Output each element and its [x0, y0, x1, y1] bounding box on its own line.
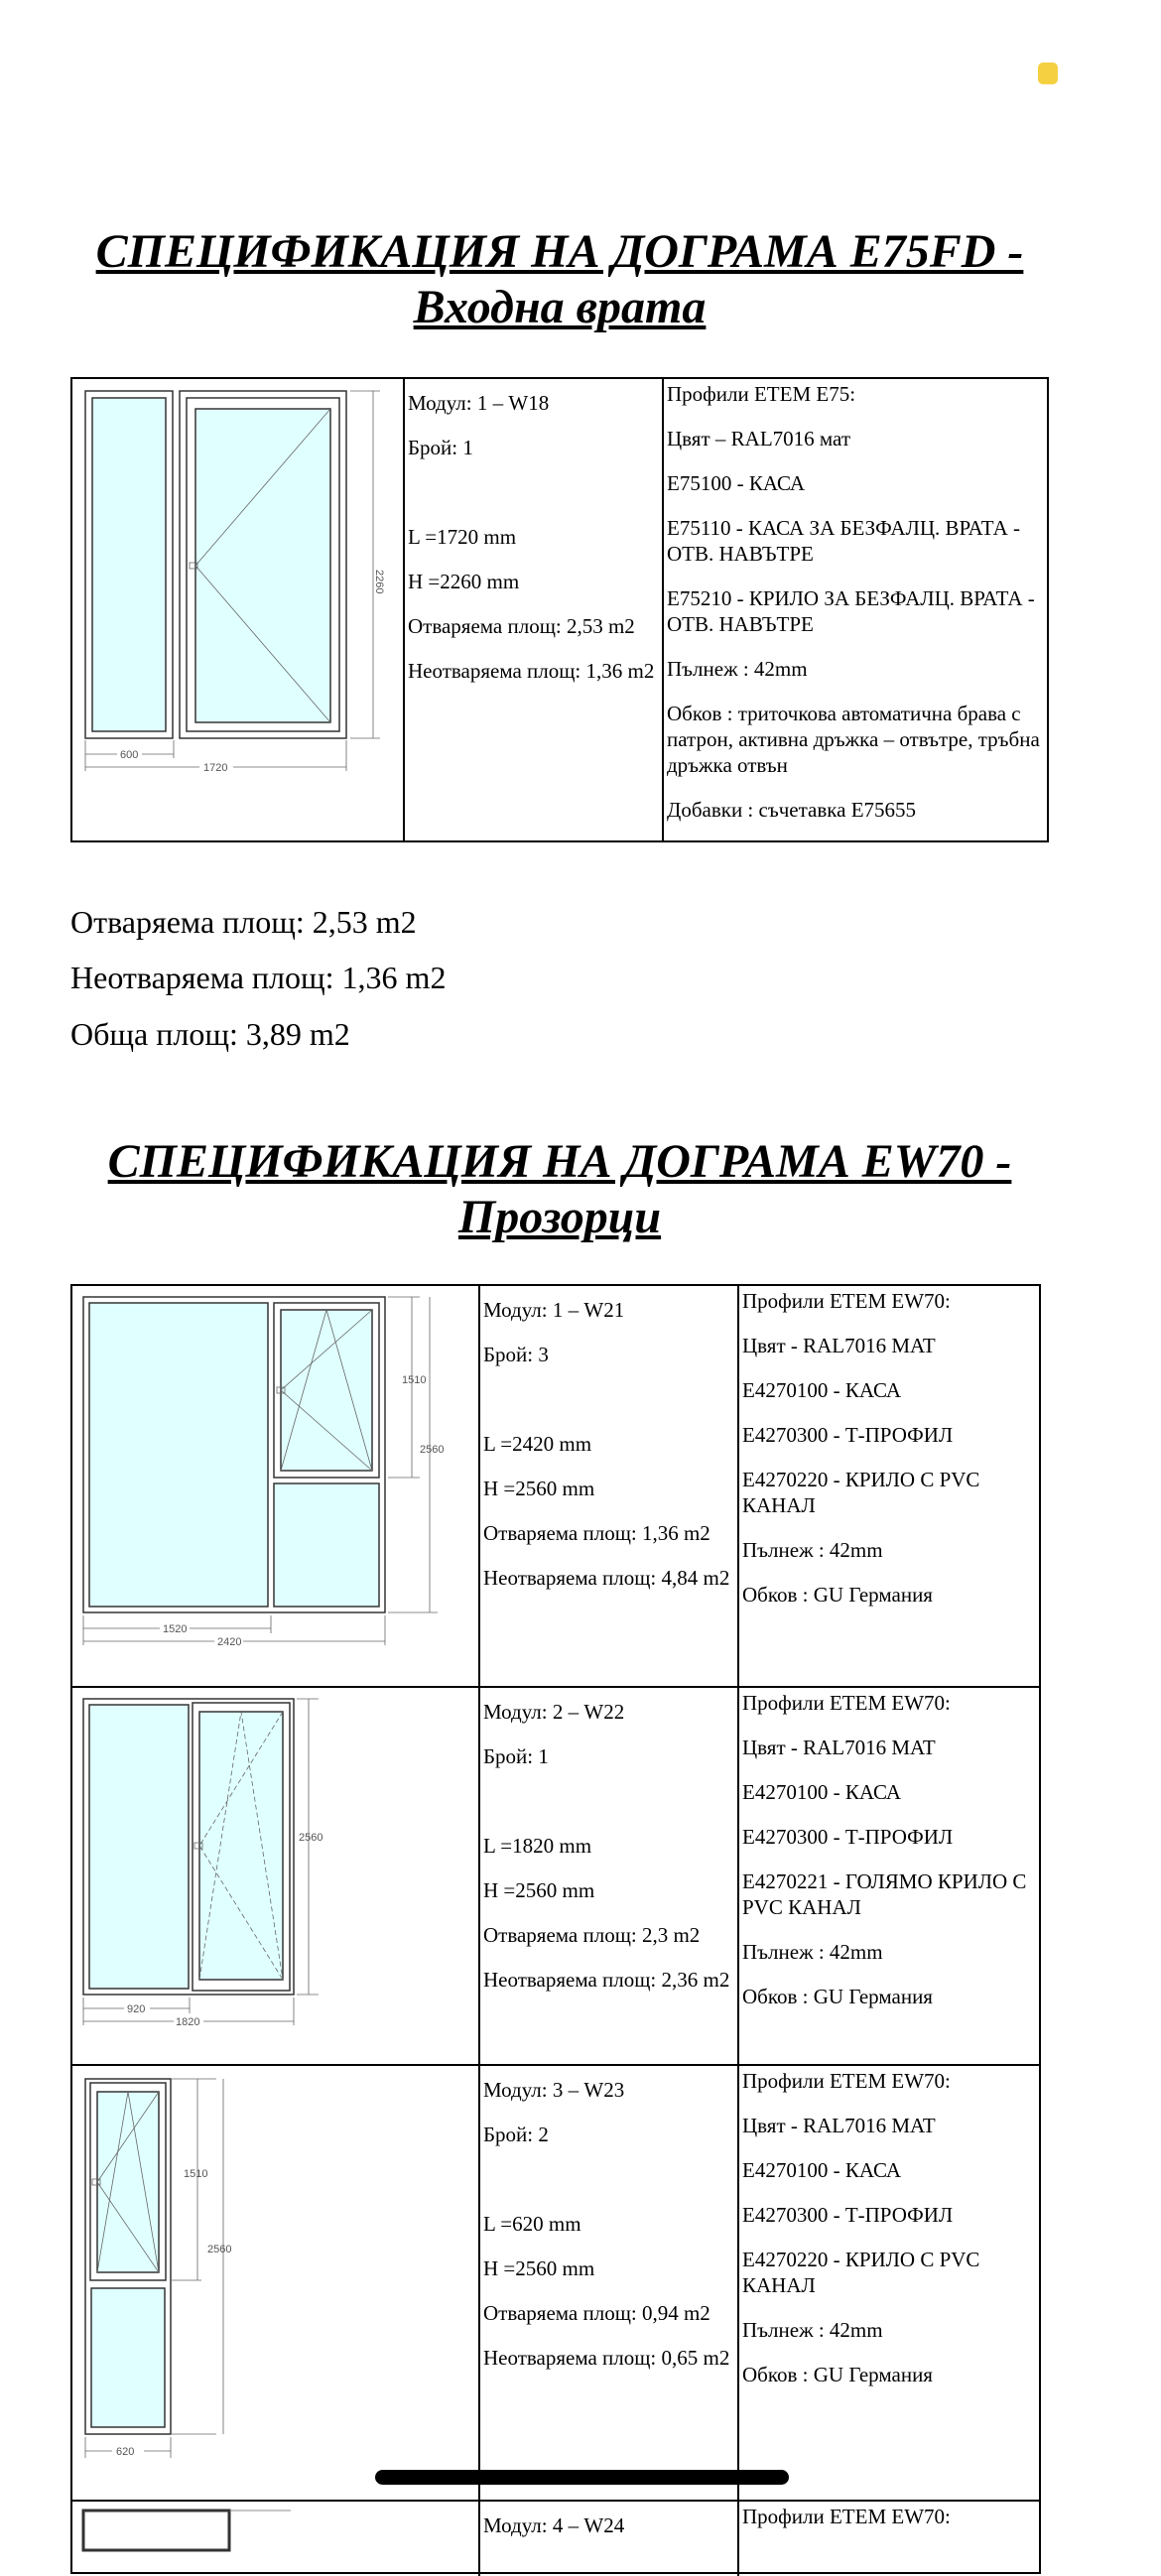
spec-line: E75100 - КАСА [667, 471, 806, 495]
table-row [72, 379, 1047, 840]
drawing-cell [72, 2502, 478, 2576]
module-label: Модул: 1 – W18 [408, 391, 550, 415]
section-title-door [0, 224, 1119, 335]
spec-line: Цвят - RAL7016 MAT [742, 2114, 936, 2137]
section-title-windows [0, 1134, 1119, 1245]
fixed-area-label: Неотваряема площ: 0,65 m2 [483, 2346, 730, 2370]
spec-line: Пълнеж : 42mm [742, 1940, 883, 1964]
fixed-area-label: Неотваряема площ: 1,36 m2 [408, 659, 655, 683]
opening-area-label: Отваряема площ: 0,94 m2 [483, 2301, 710, 2325]
length-label: L =2420 mm [483, 1432, 592, 1456]
spec-line: Пълнеж : 42mm [667, 657, 808, 681]
spec-line: E4270100 - КАСА [742, 1780, 902, 1804]
spec-line: Обков : GU Германия [742, 1985, 933, 2008]
count-label: Брой: 3 [483, 1343, 549, 1366]
spec-line: Цвят - RAL7016 MAT [742, 1334, 936, 1357]
drawing-cell [72, 379, 403, 840]
dimension-label: 1820 [176, 2016, 200, 2028]
drawing-cell [72, 2066, 478, 2500]
height-label: H =2560 mm [483, 1477, 595, 1500]
door-drawing [72, 379, 403, 840]
opening-area-label: Отваряема площ: 2,3 m2 [483, 1923, 701, 1947]
spec-line: Цвят – RAL7016 мат [667, 427, 850, 451]
profile-specs-cell [737, 1286, 1039, 1686]
table-row [72, 1688, 1039, 2066]
dimension-label: 2420 [217, 1636, 242, 1648]
spec-line: E4270300 - Т-ПРОФИЛ [742, 1825, 954, 1849]
module-info-cell [478, 1688, 737, 2064]
spec-line: E4270221 - ГОЛЯМО КРИЛО С PVC КАНАЛ [742, 1869, 1027, 1919]
title-line: Прозорци [457, 1191, 662, 1243]
spec-line: Профили ЕТЕМ EW70: [742, 1289, 951, 1313]
profile-specs-cell [662, 379, 1047, 840]
status-indicator [1038, 63, 1058, 84]
spec-line: E75110 - КАСА ЗА БЕЗФАЛЦ. ВРАТА - ОТВ. НАВЪТРЕ [667, 516, 1020, 566]
dimension-label: 2560 [420, 1444, 445, 1456]
window-drawing [72, 2502, 478, 2576]
spec-line: E4270220 - КРИЛО С PVC КАНАЛ [742, 2248, 980, 2297]
dimension-label: 1510 [184, 2168, 208, 2180]
spec-line: Пълнеж : 42mm [742, 1538, 883, 1562]
spec-line: E4270220 - КРИЛО С PVC КАНАЛ [742, 1468, 980, 1517]
table-row [72, 1286, 1039, 1688]
spec-line: Профили ЕТЕМ EW70: [742, 2505, 951, 2528]
opening-area-label: Отваряема площ: 2,53 m2 [408, 614, 635, 638]
summary-opening-area: Отваряема площ: 2,53 m2 [70, 904, 417, 940]
window-drawing [72, 1688, 478, 2064]
dimension-label: 1520 [163, 1623, 188, 1635]
title-line: СПЕЦИФИКАЦИЯ НА ДОГРАМА E75FD - [95, 225, 1024, 278]
spec-line: E4270100 - КАСА [742, 2158, 902, 2182]
spec-line: Добавки : съчетавка E75655 [667, 798, 917, 822]
home-indicator[interactable] [375, 2470, 789, 2485]
spec-line: Обков : GU Германия [742, 1583, 933, 1607]
window-drawing [72, 1286, 478, 1686]
opening-area-label: Отваряема площ: 1,36 m2 [483, 1521, 710, 1545]
spec-line: Профили ЕТЕМ E75: [667, 382, 856, 406]
dimension-label: 2560 [207, 2244, 232, 2255]
dimension-label: 1720 [203, 762, 228, 774]
module-info-cell [403, 379, 662, 840]
profile-specs-cell [737, 2502, 1039, 2576]
module-label: Модул: 4 – W24 [483, 2513, 625, 2537]
module-label: Модул: 2 – W22 [483, 1700, 625, 1724]
table-row [72, 2066, 1039, 2502]
dimension-label: 920 [127, 2003, 146, 2015]
length-label: L =620 mm [483, 2212, 581, 2236]
spec-line: E4270100 - КАСА [742, 1378, 902, 1402]
module-label: Модул: 3 – W23 [483, 2078, 625, 2102]
drawing-cell [72, 1286, 478, 1686]
title-line: СПЕЦИФИКАЦИЯ НА ДОГРАМА EW70 - [107, 1135, 1012, 1188]
count-label: Брой: 1 [408, 436, 473, 459]
fixed-area-label: Неотваряема площ: 4,84 m2 [483, 1566, 730, 1590]
spec-line: Профили ЕТЕМ EW70: [742, 1691, 951, 1715]
spec-line: E4270300 - Т-ПРОФИЛ [742, 2203, 954, 2227]
dimension-label: 1510 [402, 1374, 427, 1386]
summary-total-area: Обща площ: 3,89 m2 [70, 1016, 350, 1052]
title-line: Входна врата [413, 281, 707, 333]
module-info-cell [478, 2066, 737, 2500]
profile-specs-cell [737, 2066, 1039, 2500]
spec-table-windows [70, 1284, 1041, 2574]
module-label: Модул: 1 – W21 [483, 1298, 625, 1322]
spec-line: E4270300 - Т-ПРОФИЛ [742, 1423, 954, 1447]
dimension-label: 620 [116, 2446, 135, 2458]
height-label: H =2560 mm [483, 2256, 595, 2280]
spec-line: Пълнеж : 42mm [742, 2318, 883, 2342]
length-label: L =1820 mm [483, 1834, 592, 1858]
table-row [72, 2502, 1039, 2576]
profile-specs-cell [737, 1688, 1039, 2064]
spec-line: Обков : триточкова автоматична брава с патрон, активна дръжка – отвътре, тръбна дръжка отвън [667, 702, 1040, 777]
count-label: Брой: 1 [483, 1744, 549, 1768]
dimension-label: 2260 [373, 570, 385, 594]
fixed-area-label: Неотваряема площ: 2,36 m2 [483, 1968, 730, 1992]
spec-line: Профили ЕТЕМ EW70: [742, 2069, 951, 2093]
drawing-cell [72, 1688, 478, 2064]
dimension-label: 2560 [299, 1832, 323, 1844]
length-label: L =1720 mm [408, 525, 517, 549]
module-info-cell [478, 1286, 737, 1686]
height-label: H =2560 mm [483, 1878, 595, 1902]
spec-line: Обков : GU Германия [742, 2363, 933, 2386]
height-label: H =2260 mm [408, 570, 520, 593]
spec-line: Цвят - RAL7016 MAT [742, 1736, 936, 1759]
window-drawing [72, 2066, 478, 2500]
spec-table-door [70, 377, 1049, 842]
module-info-cell [478, 2502, 737, 2576]
count-label: Брой: 2 [483, 2123, 549, 2146]
dimension-label: 600 [120, 749, 139, 761]
summary-fixed-area: Неотваряема площ: 1,36 m2 [70, 960, 447, 995]
spec-line: E75210 - КРИЛО ЗА БЕЗФАЛЦ. ВРАТА - ОТВ. НАВЪТРЕ [667, 586, 1035, 636]
